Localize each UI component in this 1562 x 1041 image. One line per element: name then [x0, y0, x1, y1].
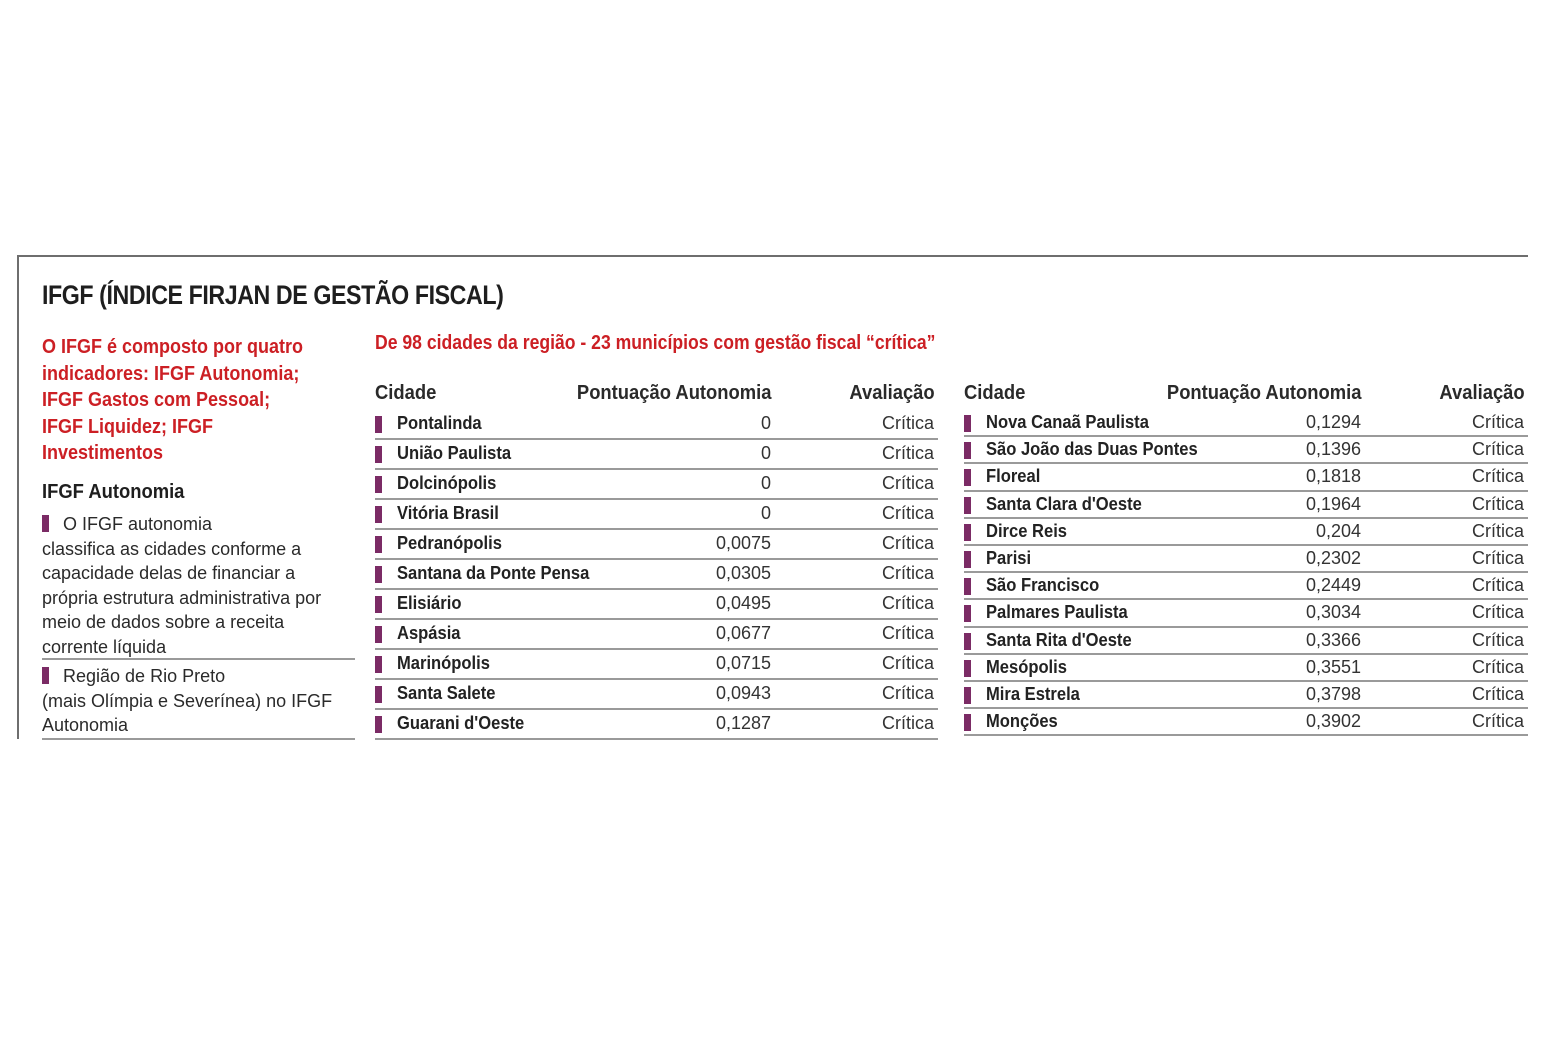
cities-table-right [964, 382, 1528, 736]
city-cell: Elisiário [397, 593, 462, 613]
score-cell: 0,2302 [1305, 547, 1361, 568]
score-cell: 0,3034 [1305, 602, 1361, 623]
table-row [375, 410, 938, 440]
score-cell: 0,3551 [1305, 656, 1361, 677]
table-row [375, 560, 938, 590]
row-marker [375, 536, 382, 553]
score-cell: 0,0677 [715, 623, 771, 643]
city-cell: Mira Estrela [986, 683, 1080, 704]
score-cell: 0 [760, 473, 771, 493]
table-row [375, 650, 938, 680]
row-marker [964, 551, 971, 568]
city-cell: Vitória Brasil [397, 503, 499, 523]
row-marker [375, 686, 382, 703]
header-eval: Avaliação [1439, 382, 1525, 404]
note1-first-line: O IFGF autonomia [63, 514, 213, 534]
sidebar-heading: IFGF Autonomia [42, 481, 185, 503]
row-marker [375, 596, 382, 613]
table-row [964, 519, 1528, 546]
bullet-marker [42, 515, 49, 532]
eval-cell: Crítica [1471, 493, 1524, 514]
city-cell: Aspásia [397, 623, 461, 643]
score-cell: 0,0075 [715, 533, 771, 553]
row-marker [375, 716, 382, 733]
table-row [964, 709, 1528, 736]
page-title: IFGF (ÍNDICE FIRJAN DE GESTÃO FISCAL) [42, 280, 504, 310]
score-cell: 0,3366 [1305, 629, 1361, 650]
tables-title: De 98 cidades da região - 23 municípios com gestão fiscal “crítica” [375, 332, 936, 354]
eval-cell: Crítica [1471, 439, 1524, 460]
table-row [964, 546, 1528, 573]
table-row [964, 492, 1528, 519]
score-cell: 0,3798 [1305, 683, 1361, 704]
score-cell: 0,3902 [1305, 711, 1361, 732]
row-marker [964, 633, 971, 650]
header-score: Pontuação Autonomia [576, 382, 771, 404]
row-marker [375, 506, 382, 523]
sidebar-note-autonomia [42, 512, 355, 660]
table-row [375, 710, 938, 740]
row-marker [964, 687, 971, 704]
row-marker [964, 714, 971, 731]
row-marker [375, 446, 382, 463]
eval-cell: Crítica [1471, 466, 1524, 487]
eval-cell: Crítica [881, 593, 934, 613]
header-city: Cidade [375, 382, 437, 404]
eval-cell: Crítica [1471, 711, 1524, 732]
table-row [964, 682, 1528, 709]
city-cell: Dirce Reis [986, 520, 1068, 541]
table-row [375, 470, 938, 500]
eval-cell: Crítica [1471, 412, 1524, 432]
eval-cell: Crítica [1471, 575, 1524, 596]
table-row [375, 530, 938, 560]
table-row [375, 620, 938, 650]
city-cell: São Francisco [986, 575, 1100, 596]
row-marker [964, 660, 971, 677]
row-marker [375, 566, 382, 583]
eval-cell: Crítica [1471, 683, 1524, 704]
table-row [964, 628, 1528, 655]
bullet-marker [42, 667, 49, 684]
table-row [375, 440, 938, 470]
eval-cell: Crítica [1471, 602, 1524, 623]
header-eval: Avaliação [849, 382, 935, 404]
table-row [964, 410, 1528, 437]
cities-table-left [375, 382, 938, 740]
eval-cell: Crítica [881, 533, 934, 553]
sidebar-note-region [42, 664, 355, 740]
row-marker [964, 442, 971, 459]
eval-cell: Crítica [881, 443, 934, 463]
row-marker [964, 524, 971, 541]
city-cell: Monções [986, 711, 1058, 732]
city-cell: Santana da Ponte Pensa [397, 563, 590, 583]
eval-cell: Crítica [881, 713, 934, 733]
eval-cell: Crítica [1471, 520, 1524, 541]
row-marker [964, 605, 971, 622]
row-marker [964, 497, 971, 514]
intro-text: O IFGF é composto por quatro indicadores: IFGF Autonomia; IFGF Gastos com Pessoal; IFGF Liquidez; IFGF Investimentos [42, 336, 303, 464]
eval-cell: Crítica [1471, 629, 1524, 650]
eval-cell: Crítica [881, 563, 934, 583]
score-cell: 0,0495 [715, 593, 771, 613]
city-cell: Palmares Paulista [986, 602, 1128, 623]
city-cell: Pontalinda [397, 413, 482, 433]
score-cell: 0,204 [1315, 520, 1361, 541]
row-marker [375, 626, 382, 643]
score-cell: 0 [760, 413, 771, 433]
note1-text: classifica as cidades conforme a capacidade delas de financiar a própria estrutura administrativa por meio de dados sobre a receita corrente líquida [42, 538, 322, 657]
city-cell: Floreal [986, 466, 1041, 487]
city-cell: Santa Clara d'Oeste [986, 493, 1142, 514]
city-cell: Mesópolis [986, 656, 1067, 677]
city-cell: Pedranópolis [397, 533, 502, 553]
score-cell: 0 [760, 443, 771, 463]
city-cell: Guarani d'Oeste [397, 713, 525, 733]
city-cell: Santa Salete [397, 683, 496, 703]
table-row [964, 655, 1528, 682]
score-cell: 0,0715 [715, 653, 771, 673]
row-marker [964, 578, 971, 595]
table-row [375, 590, 938, 620]
city-cell: Parisi [986, 547, 1032, 568]
score-cell: 0,0943 [715, 683, 771, 703]
header-score: Pontuação Autonomia [1166, 382, 1361, 404]
table-row [964, 600, 1528, 627]
table-row [375, 500, 938, 530]
score-cell: 0,1964 [1305, 493, 1361, 514]
score-cell: 0,1396 [1305, 439, 1361, 460]
header-city: Cidade [964, 382, 1026, 404]
table-row [964, 573, 1528, 600]
eval-cell: Crítica [881, 503, 934, 523]
eval-cell: Crítica [1471, 656, 1524, 677]
score-cell: 0,0305 [715, 563, 771, 583]
city-cell: Dolcinópolis [397, 473, 497, 493]
note2-text: (mais Olímpia e Severínea) no IFGF Autonomia [42, 690, 333, 735]
score-cell: 0,2449 [1305, 575, 1361, 596]
eval-cell: Crítica [881, 413, 934, 433]
table-row [375, 680, 938, 710]
row-marker [375, 656, 382, 673]
table-row [964, 464, 1528, 491]
table-row [964, 437, 1528, 464]
row-marker [964, 469, 971, 486]
score-cell: 0,1818 [1305, 466, 1361, 487]
note2-first-line: Região de Rio Preto [63, 666, 226, 686]
score-cell: 0,1287 [715, 713, 771, 733]
eval-cell: Crítica [881, 653, 934, 673]
city-cell: Santa Rita d'Oeste [986, 629, 1132, 650]
city-cell: Marinópolis [397, 653, 490, 673]
eval-cell: Crítica [881, 683, 934, 703]
intro-block [42, 334, 355, 467]
city-cell: São João das Duas Pontes [986, 439, 1198, 460]
row-marker [375, 476, 382, 493]
row-marker [964, 415, 971, 432]
row-marker [375, 416, 382, 433]
score-cell: 0,1294 [1305, 412, 1361, 432]
table-header [964, 382, 1528, 410]
city-cell: União Paulista [397, 443, 512, 463]
score-cell: 0 [760, 503, 771, 523]
eval-cell: Crítica [881, 473, 934, 493]
eval-cell: Crítica [1471, 547, 1524, 568]
table-header [375, 382, 938, 410]
city-cell: Nova Canaã Paulista [986, 412, 1149, 432]
eval-cell: Crítica [881, 623, 934, 643]
